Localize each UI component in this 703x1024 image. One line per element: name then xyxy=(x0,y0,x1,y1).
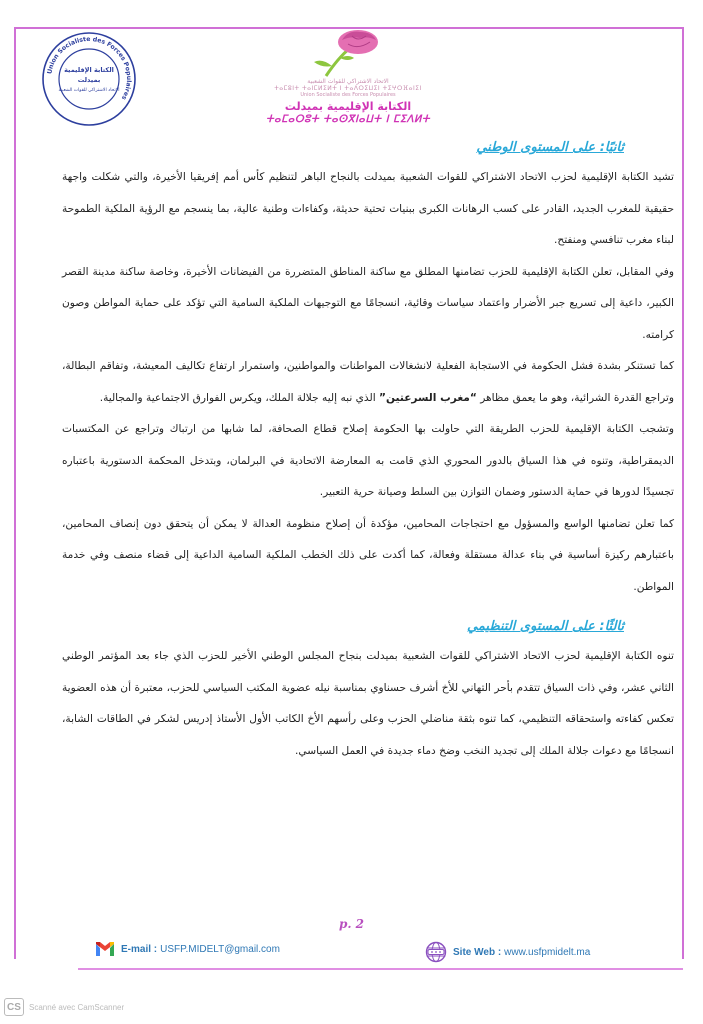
paragraph: كما تعلن تضامنها الواسع والمسؤول مع احتجاجات المحامين، مؤكدة أن إصلاح منظومة العدالة لا يمكن أن يتحقق دون إنصاف المحامين، باعتبارهم ركيزة أساسية في بناء عدالة مستقلة وفعالة، كما أكدت على ذلك الخطب الملكية السامية الداعية إلى قضاء منصف وفي خدمة المواطن. xyxy=(62,517,674,593)
section-heading-national: ثانيًا: على المستوى الوطني xyxy=(476,140,624,155)
document-body xyxy=(62,138,674,767)
paragraph-text: كما تستنكر بشدة فشل الحكومة في الاستجابة الفعلية لانشغالات المواطنات والمواطنين، واستمرار ارتفاع تكاليف المعيشة، وتفاقم البطالة، وتراجع القدرة الشرائية، وهو ما يعمق مظاهر xyxy=(62,360,674,404)
email-contact xyxy=(95,941,280,957)
section-heading-organizational: ثالثًا: على المستوى التنظيمي xyxy=(467,619,624,634)
page-number: p. 2 xyxy=(338,917,365,931)
official-stamp xyxy=(40,30,138,128)
paragraph: وفي المقابل، تعلن الكتابة الإقليمية للحزب تضامنها المطلق مع ساكنة المناطق المتضررة من الفيضانات الأخيرة، وخاصة ساكنة مدينة القصر الكبير، داعية إلى تسريع جبر الأضرار واعتماد سياسات وقائية، انسجامًا مع التوجيهات الملكية السامية التي تؤكد على حماية المواطن وصون كرامته. xyxy=(62,265,674,341)
org-name-tifinagh: ⵜⴰⵎⵓⵏⵜ ⵜⴰⵏⵎⵍⵉⵍⵜ ⵏ ⵜⴰⴷⵔⵉⵡⵉⵏ ⵜⵉⵖⵔⴼⴰⵏⵉⵏ xyxy=(274,85,422,92)
email-link[interactable]: USFP.MIDELT@gmail.com xyxy=(160,943,280,955)
paragraph-two-speeds xyxy=(62,351,674,414)
party-logo xyxy=(258,28,438,130)
stamp-center-line2: بميدلت xyxy=(77,76,101,84)
paragraph: وتشجب الكتابة الإقليمية للحزب الطريقة التي حاولت بها الحكومة إصلاح قطاع الصحافة، لما شابها من ارتباك وتراجع عن المكتسبات الديمقراطية، وتنوه في هذا السياق بالدور المحوري الذي قامت به المعارضة الاتحادية في البرلمان، وبتدخل المحكمة الدستورية باعتباره تجسيدًا لدورها في حماية الدستور وضمان التوازن بين السلط وصيانة حرية التعبير. xyxy=(62,423,674,498)
secretariat-tifinagh: ⵜⴰⵎⴰⵔⵓⵜ ⵜⴰⵙⴳⵏⴰⵡⵜ ⵏ ⵎⵉⴷⵍⵜ xyxy=(265,114,431,125)
website-link[interactable]: www.usfpmidelt.ma xyxy=(504,946,591,958)
stamp-ring-text: Union Socialiste des Forces Populaires xyxy=(46,35,133,101)
stamp-ring-text-ar: الاتحاد الاشتراكي للقوات الشعبية xyxy=(58,88,120,93)
camscanner-logo-icon: CS xyxy=(4,998,24,1016)
footer-contact xyxy=(85,938,675,968)
paragraph-text: الذي نبه إليه جلالة الملك، ويكرس الفوارق الاجتماعية والمجالية. xyxy=(99,391,380,404)
globe-icon xyxy=(425,941,447,963)
paragraph: تنوه الكتابة الإقليمية لحزب الاتحاد الاشتراكي للقوات الشعبية بميدلت بنجاح المجلس الوطني الأخير للحزب الذي جاء بعد المؤتمر الوطني الثاني عشر، وفي ذات السياق تتقدم بأحر التهاني للأخ أشرف حسناوي بمناسبة نيله عضوية المكتب السياسي للحزب، معتبرة أن هذه العضوية تعكس كفاءته واستحقاقه التنظيمي، كما تنوه بثقة مناضلي الحزب وعلى رأسهم الأخ الكاتب الأول الأستاذ إدريس لشكر في الطاقات الشابة، انسجامًا مع دعوات جلالة الملك إلى تجديد النخب وضخ دماء جديدة في العمل السياسي. xyxy=(62,650,674,757)
camscanner-text: Scanné avec CamScanner xyxy=(29,1002,125,1012)
org-name-ar: الاتحاد الاشتراكي للقوات الشعبية xyxy=(307,78,389,85)
footer-divider xyxy=(78,968,683,970)
camscanner-watermark xyxy=(4,998,124,1016)
bold-phrase: “مغرب السرعتين” xyxy=(379,391,477,404)
rose-icon xyxy=(308,28,388,78)
gmail-icon xyxy=(95,941,115,957)
web-label: Site Web : xyxy=(453,946,502,958)
stamp-center-line1: الكتابة الإقليمية xyxy=(64,66,114,74)
secretariat-ar: الكتابة الإقليمية بميدلت xyxy=(284,100,412,113)
email-label: E-mail : xyxy=(121,943,158,955)
paragraph: تشيد الكتابة الإقليمية لحزب الاتحاد الاشتراكي للقوات الشعبية بميدلت بالنجاح الباهر لتنظيم كأس أمم إفريقيا الأخيرة، والتي شكلت واجهة حقيقية للمغرب الجديد، القادر على كسب الرهانات الكبرى ببنيات تحتية حديثة، وكفاءات وطنية عالية، بما ينسجم مع الرؤية الملكية الطموحة لبناء مغرب تنافسي ومنفتح. xyxy=(62,171,674,246)
stamp-seal-icon xyxy=(40,30,138,128)
org-name-fr: Union Socialiste des Forces Populaires xyxy=(300,92,396,98)
website-contact xyxy=(425,941,590,963)
